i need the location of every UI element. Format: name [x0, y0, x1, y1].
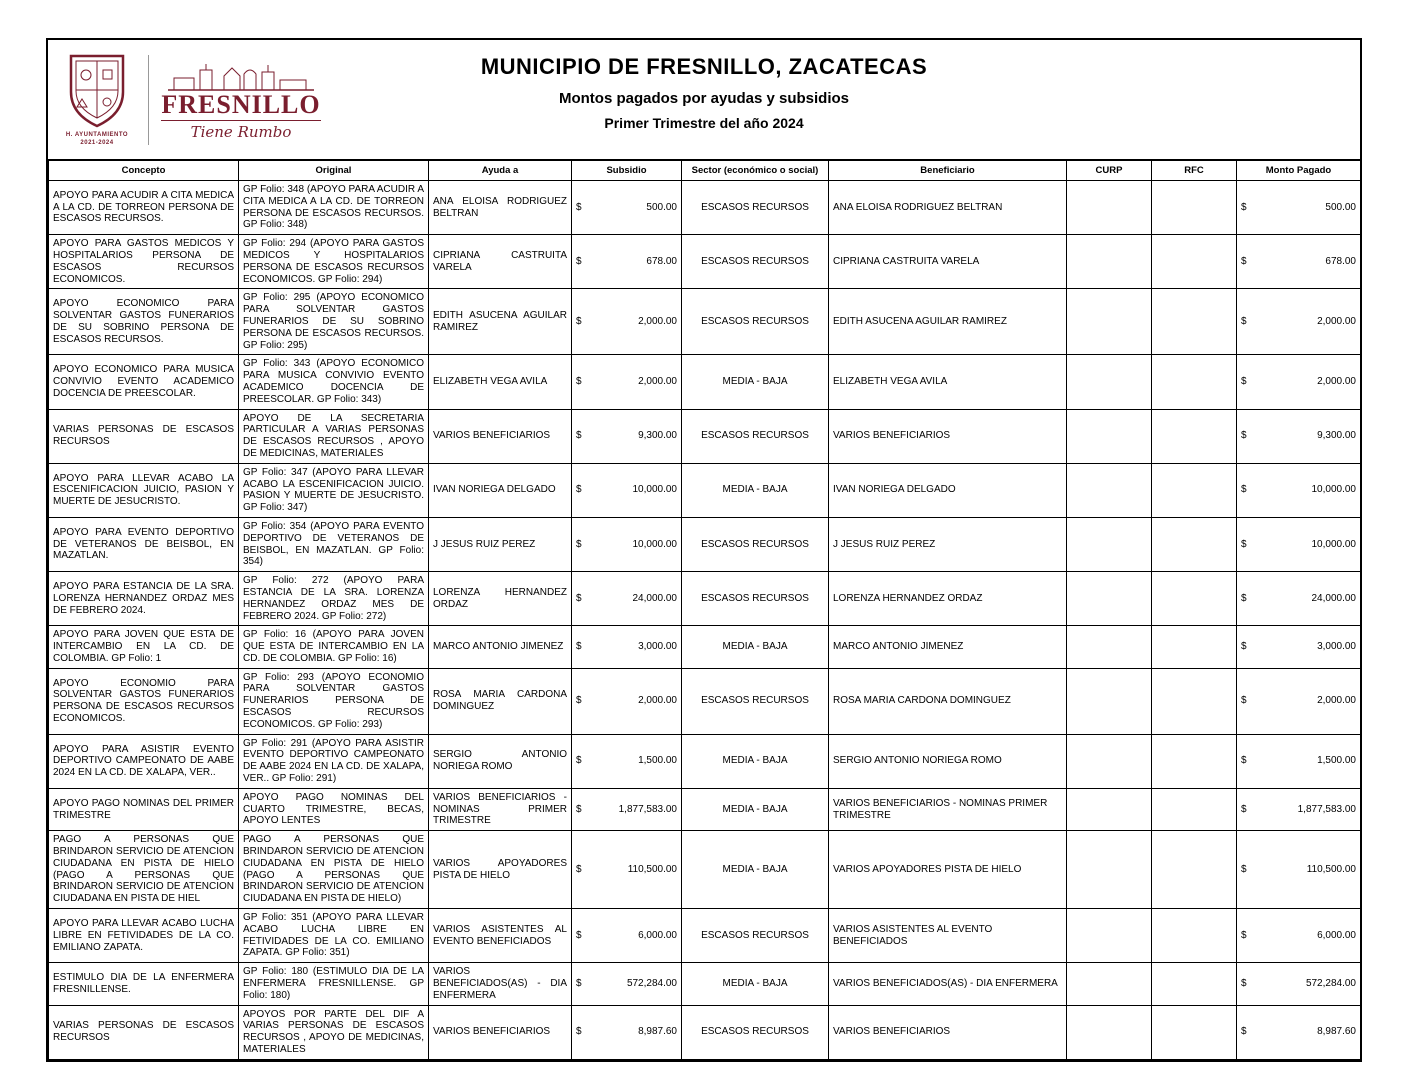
- cell-subsidio: [572, 831, 682, 909]
- subsidio-amount: 24,000.00: [632, 592, 677, 604]
- cell-beneficiario: ANA ELOISA RODRIGUEZ BELTRAN: [829, 181, 1067, 235]
- cell-rfc: [1152, 963, 1237, 1005]
- cell-sector: MEDIA - BAJA: [682, 734, 829, 788]
- fresnillo-tagline: Tiene Rumbo: [190, 122, 292, 141]
- currency-symbol: $: [576, 641, 582, 653]
- cell-beneficiario: VARIOS BENEFICIARIOS: [829, 1005, 1067, 1059]
- table-row: [49, 1005, 1361, 1059]
- currency-symbol: $: [1241, 376, 1247, 388]
- cell-beneficiario: J JESUS RUIZ PEREZ: [829, 517, 1067, 571]
- fresnillo-building-icon: [166, 60, 316, 92]
- col-header-subsidio: Subsidio: [572, 161, 682, 181]
- cell-original: GP Folio: 272 (APOYO PARA ESTANCIA DE LA SRA. LORENZA HERNANDEZ ORDAZ MES DE FEBRERO 2024. GP Folio: 272): [239, 572, 429, 626]
- cell-rfc: [1152, 517, 1237, 571]
- monto-amount: 572,284.00: [1305, 978, 1356, 990]
- cell-sector: ESCASOS RECURSOS: [682, 909, 829, 963]
- cell-concepto: APOYO PAGO NOMINAS DEL PRIMER TRIMESTRE: [49, 788, 239, 830]
- cell-subsidio: [572, 734, 682, 788]
- monto-amount: 500.00: [1325, 201, 1356, 213]
- cell-monto-pagado: [1237, 963, 1361, 1005]
- cell-monto-pagado: [1237, 409, 1361, 463]
- monto-amount: 8,987.60: [1317, 1026, 1356, 1038]
- monto-amount: 3,000.00: [1317, 641, 1356, 653]
- monto-amount: 2,000.00: [1317, 315, 1356, 327]
- cell-subsidio: [572, 355, 682, 409]
- cell-original: GP Folio: 343 (APOYO ECONOMICO PARA MUSICA CONVIVIO EVENTO ACADEMICO DOCENCIA DE PREESCOLAR. GP Folio: 343): [239, 355, 429, 409]
- currency-symbol: $: [576, 255, 582, 267]
- cell-ayuda-a: ELIZABETH VEGA AVILA: [429, 355, 572, 409]
- cell-beneficiario: MARCO ANTONIO JIMENEZ: [829, 626, 1067, 668]
- cell-beneficiario: VARIOS ASISTENTES AL EVENTO BENEFICIADOS: [829, 909, 1067, 963]
- currency-symbol: $: [576, 929, 582, 941]
- currency-symbol: $: [576, 376, 582, 388]
- monto-amount: 24,000.00: [1311, 592, 1356, 604]
- cell-beneficiario: SERGIO ANTONIO NORIEGA ROMO: [829, 734, 1067, 788]
- cell-sector: MEDIA - BAJA: [682, 963, 829, 1005]
- municipal-crest: [58, 52, 136, 148]
- subsidio-amount: 500.00: [646, 201, 677, 213]
- currency-symbol: $: [1241, 641, 1247, 653]
- cell-original: APOYO PAGO NOMINAS DEL CUARTO TRIMESTRE, BECAS, APOYO LENTES: [239, 788, 429, 830]
- cell-concepto: PAGO A PERSONAS QUE BRINDARON SERVICIO DE ATENCION CIUDADANA EN PISTA DE HIELO (PAGO A PERSONAS QUE BRINDARON SERVICIO DE ATENCION CIUDADANA EN PISTA DE HIEL: [49, 831, 239, 909]
- cell-ayuda-a: LORENZA HERNANDEZ ORDAZ: [429, 572, 572, 626]
- cell-subsidio: [572, 463, 682, 517]
- cell-subsidio: [572, 668, 682, 734]
- page-title: MUNICIPIO DE FRESNILLO, ZACATECAS: [480, 54, 928, 79]
- cell-subsidio: [572, 235, 682, 289]
- cell-monto-pagado: [1237, 517, 1361, 571]
- logo-divider: [148, 55, 149, 145]
- payments-table: [48, 160, 1361, 1060]
- currency-symbol: $: [1241, 695, 1247, 707]
- page-period: Primer Trimestre del año 2024: [604, 115, 804, 131]
- col-header-sector: Sector (económico o social): [682, 161, 829, 181]
- table-head: [49, 161, 1361, 181]
- currency-symbol: $: [1241, 863, 1247, 875]
- cell-monto-pagado: [1237, 626, 1361, 668]
- cell-subsidio: [572, 788, 682, 830]
- col-header-beneficiario: Beneficiario: [829, 161, 1067, 181]
- cell-concepto: APOYO PARA ACUDIR A CITA MEDICA A LA CD. DE TORREON PERSONA DE ESCASOS RECURSOS.: [49, 181, 239, 235]
- cell-beneficiario: VARIOS BENEFICIADOS(AS) - DIA ENFERMERA: [829, 963, 1067, 1005]
- cell-subsidio: [572, 409, 682, 463]
- cell-beneficiario: VARIOS BENEFICIARIOS - NOMINAS PRIMER TRIMESTRE: [829, 788, 1067, 830]
- cell-subsidio: [572, 626, 682, 668]
- col-header-monto-pagado: Monto Pagado: [1237, 161, 1361, 181]
- col-header-rfc: RFC: [1152, 161, 1237, 181]
- cell-rfc: [1152, 831, 1237, 909]
- cell-concepto: APOYO ECONOMICO PARA MUSICA CONVIVIO EVENTO ACADEMICO DOCENCIA DE PREESCOLAR.: [49, 355, 239, 409]
- subsidio-amount: 110,500.00: [627, 863, 677, 875]
- cell-monto-pagado: [1237, 831, 1361, 909]
- subsidio-amount: 1,877,583.00: [618, 803, 677, 815]
- col-header-concepto: Concepto: [49, 161, 239, 181]
- cell-curp: [1067, 668, 1152, 734]
- cell-original: GP Folio: 291 (APOYO PARA ASISTIR EVENTO DEPORTIVO CAMPEONATO DE AABE 2024 EN LA CD. DE XALAPA, VER.. GP Folio: 291): [239, 734, 429, 788]
- cell-concepto: APOYO ECONOMIO PARA SOLVENTAR GASTOS FUNERARIOS PERSONA DE ESCASOS RECURSOS ECONOMICOS.: [49, 668, 239, 734]
- cell-sector: MEDIA - BAJA: [682, 626, 829, 668]
- cell-original: GP Folio: 354 (APOYO PARA EVENTO DEPORTIVO DE VETERANOS DE BEISBOL, EN MAZATLAN. GP Folio: 354): [239, 517, 429, 571]
- currency-symbol: $: [576, 978, 582, 990]
- cell-concepto: APOYO ECONOMICO PARA SOLVENTAR GASTOS FUNERARIOS DE SU SOBRINO PERSONA DE ESCASOS RECURSOS.: [49, 289, 239, 355]
- monto-amount: 2,000.00: [1317, 376, 1356, 388]
- cell-concepto: VARIAS PERSONAS DE ESCASOS RECURSOS: [49, 1005, 239, 1059]
- cell-ayuda-a: MARCO ANTONIO JIMENEZ: [429, 626, 572, 668]
- monto-amount: 10,000.00: [1311, 538, 1356, 550]
- cell-rfc: [1152, 409, 1237, 463]
- cell-curp: [1067, 734, 1152, 788]
- cell-sector: MEDIA - BAJA: [682, 788, 829, 830]
- cell-curp: [1067, 788, 1152, 830]
- cell-ayuda-a: IVAN NORIEGA DELGADO: [429, 463, 572, 517]
- monto-amount: 110,500.00: [1306, 863, 1356, 875]
- crest-caption-line2: 2021-2024: [80, 140, 114, 146]
- monto-amount: 1,500.00: [1317, 755, 1356, 767]
- cell-original: PAGO A PERSONAS QUE BRINDARON SERVICIO DE ATENCION CIUDADANA EN PISTA DE HIELO (PAGO A PERSONAS QUE BRINDARON SERVICIO DE ATENCION CIUDADANA EN PISTA DE HIELO): [239, 831, 429, 909]
- fresnillo-logo: [161, 60, 321, 141]
- table-row: [49, 181, 1361, 235]
- monto-amount: 2,000.00: [1317, 695, 1356, 707]
- cell-rfc: [1152, 734, 1237, 788]
- table-row: [49, 463, 1361, 517]
- table-row: [49, 626, 1361, 668]
- table-row: [49, 831, 1361, 909]
- cell-rfc: [1152, 668, 1237, 734]
- cell-monto-pagado: [1237, 235, 1361, 289]
- subsidio-amount: 2,000.00: [638, 695, 677, 707]
- cell-curp: [1067, 517, 1152, 571]
- cell-beneficiario: EDITH ASUCENA AGUILAR RAMIREZ: [829, 289, 1067, 355]
- cell-original: GP Folio: 293 (APOYO ECONOMIO PARA SOLVENTAR GASTOS FUNERARIOS PERSONA DE ESCASOS RECURSOS ECONOMICOS. GP Folio: 293): [239, 668, 429, 734]
- currency-symbol: $: [1241, 315, 1247, 327]
- page-subtitle: Montos pagados por ayudas y subsidios: [558, 90, 850, 107]
- cell-beneficiario: IVAN NORIEGA DELGADO: [829, 463, 1067, 517]
- currency-symbol: $: [1241, 430, 1247, 442]
- currency-symbol: $: [576, 430, 582, 442]
- cell-concepto: APOYO PARA LLEVAR ACABO LUCHA LIBRE EN FETIVIDADES DE LA CO. EMILIANO ZAPATA.: [49, 909, 239, 963]
- table-row: [49, 963, 1361, 1005]
- cell-curp: [1067, 235, 1152, 289]
- cell-original: GP Folio: 16 (APOYO PARA JOVEN QUE ESTA DE INTERCAMBIO EN LA CD. DE COLOMBIA. GP Folio: 16): [239, 626, 429, 668]
- currency-symbol: $: [576, 592, 582, 604]
- cell-concepto: APOYO PARA ESTANCIA DE LA SRA. LORENZA HERNANDEZ ORDAZ MES DE FEBRERO 2024.: [49, 572, 239, 626]
- cell-beneficiario: ROSA MARIA CARDONA DOMINGUEZ: [829, 668, 1067, 734]
- currency-symbol: $: [1241, 201, 1247, 213]
- cell-subsidio: [572, 572, 682, 626]
- cell-beneficiario: ELIZABETH VEGA AVILA: [829, 355, 1067, 409]
- cell-concepto: APOYO PARA ASISTIR EVENTO DEPORTIVO CAMPEONATO DE AABE 2024 EN LA CD. DE XALAPA, VER..: [49, 734, 239, 788]
- header-row: [49, 161, 1361, 181]
- cell-beneficiario: VARIOS BENEFICIARIOS: [829, 409, 1067, 463]
- cell-concepto: APOYO PARA GASTOS MEDICOS Y HOSPITALARIOS PERSONA DE ESCASOS RECURSOS ECONOMICOS.: [49, 235, 239, 289]
- report-header: [48, 40, 1360, 160]
- table-row: [49, 355, 1361, 409]
- cell-ayuda-a: VARIOS BENEFICIADOS(AS) - DIA ENFERMERA: [429, 963, 572, 1005]
- cell-original: GP Folio: 295 (APOYO ECONOMICO PARA SOLVENTAR GASTOS FUNERARIOS DE SU SOBRINO PERSONA DE ESCASOS RECURSOS. GP Folio: 295): [239, 289, 429, 355]
- cell-sector: ESCASOS RECURSOS: [682, 409, 829, 463]
- cell-monto-pagado: [1237, 572, 1361, 626]
- cell-sector: ESCASOS RECURSOS: [682, 1005, 829, 1059]
- cell-monto-pagado: [1237, 788, 1361, 830]
- cell-monto-pagado: [1237, 463, 1361, 517]
- table-row: [49, 734, 1361, 788]
- cell-monto-pagado: [1237, 668, 1361, 734]
- logo-group: [58, 46, 321, 154]
- cell-rfc: [1152, 289, 1237, 355]
- cell-concepto: APOYO PARA EVENTO DEPORTIVO DE VETERANOS DE BEISBOL, EN MAZATLAN.: [49, 517, 239, 571]
- cell-curp: [1067, 1005, 1152, 1059]
- cell-beneficiario: CIPRIANA CASTRUITA VARELA: [829, 235, 1067, 289]
- subsidio-amount: 10,000.00: [632, 484, 677, 496]
- currency-symbol: $: [1241, 538, 1247, 550]
- cell-sector: ESCASOS RECURSOS: [682, 668, 829, 734]
- cell-ayuda-a: VARIOS BENEFICIARIOS: [429, 409, 572, 463]
- cell-sector: ESCASOS RECURSOS: [682, 517, 829, 571]
- subsidio-amount: 9,300.00: [638, 430, 677, 442]
- cell-sector: MEDIA - BAJA: [682, 463, 829, 517]
- cell-curp: [1067, 355, 1152, 409]
- currency-symbol: $: [576, 484, 582, 496]
- subsidio-amount: 678.00: [646, 255, 677, 267]
- cell-rfc: [1152, 909, 1237, 963]
- table-row: [49, 909, 1361, 963]
- currency-symbol: $: [1241, 484, 1247, 496]
- cell-curp: [1067, 181, 1152, 235]
- subsidio-amount: 3,000.00: [638, 641, 677, 653]
- cell-subsidio: [572, 517, 682, 571]
- currency-symbol: $: [576, 755, 582, 767]
- cell-concepto: VARIAS PERSONAS DE ESCASOS RECURSOS: [49, 409, 239, 463]
- currency-symbol: $: [1241, 755, 1247, 767]
- cell-rfc: [1152, 626, 1237, 668]
- cell-curp: [1067, 409, 1152, 463]
- cell-sector: ESCASOS RECURSOS: [682, 572, 829, 626]
- report-frame: [46, 38, 1362, 1062]
- monto-amount: 678.00: [1325, 255, 1356, 267]
- currency-symbol: $: [576, 201, 582, 213]
- currency-symbol: $: [576, 695, 582, 707]
- cell-monto-pagado: [1237, 734, 1361, 788]
- currency-symbol: $: [1241, 929, 1247, 941]
- cell-curp: [1067, 963, 1152, 1005]
- cell-ayuda-a: J JESUS RUIZ PEREZ: [429, 517, 572, 571]
- cell-ayuda-a: VARIOS ASISTENTES AL EVENTO BENEFICIADOS: [429, 909, 572, 963]
- cell-original: GP Folio: 348 (APOYO PARA ACUDIR A CITA MEDICA A LA CD. DE TORREON PERSONA DE ESCASOS RECURSOS. GP Folio: 348): [239, 181, 429, 235]
- cell-curp: [1067, 626, 1152, 668]
- cell-curp: [1067, 463, 1152, 517]
- cell-rfc: [1152, 235, 1237, 289]
- cell-sector: ESCASOS RECURSOS: [682, 289, 829, 355]
- table-row: [49, 409, 1361, 463]
- monto-amount: 1,877,583.00: [1297, 803, 1356, 815]
- cell-curp: [1067, 909, 1152, 963]
- cell-ayuda-a: VARIOS BENEFICIARIOS: [429, 1005, 572, 1059]
- subsidio-amount: 2,000.00: [638, 315, 677, 327]
- col-header-original: Original: [239, 161, 429, 181]
- subsidio-amount: 2,000.00: [638, 376, 677, 388]
- subsidio-amount: 1,500.00: [638, 755, 677, 767]
- cell-sector: ESCASOS RECURSOS: [682, 181, 829, 235]
- cell-monto-pagado: [1237, 181, 1361, 235]
- cell-original: GP Folio: 351 (APOYO PARA LLEVAR ACABO LUCHA LIBRE EN FETIVIDADES DE LA CO. EMILIANO ZAPATA. GP Folio: 351): [239, 909, 429, 963]
- cell-original: GP Folio: 180 (ESTIMULO DIA DE LA ENFERMERA FRESNILLENSE. GP Folio: 180): [239, 963, 429, 1005]
- table-row: [49, 788, 1361, 830]
- cell-original: APOYOS POR PARTE DEL DIF A VARIAS PERSONAS DE ESCASOS RECURSOS , APOYO DE MEDICINAS, MATERIALES: [239, 1005, 429, 1059]
- subsidio-amount: 6,000.00: [638, 929, 677, 941]
- monto-amount: 6,000.00: [1317, 929, 1356, 941]
- table-row: [49, 235, 1361, 289]
- cell-ayuda-a: VARIOS BENEFICIARIOS - NOMINAS PRIMER TRIMESTRE: [429, 788, 572, 830]
- coat-of-arms-icon: [65, 52, 129, 132]
- monto-amount: 10,000.00: [1311, 484, 1356, 496]
- currency-symbol: $: [1241, 803, 1247, 815]
- table-body: [49, 181, 1361, 1060]
- cell-monto-pagado: [1237, 909, 1361, 963]
- cell-subsidio: [572, 181, 682, 235]
- cell-monto-pagado: [1237, 1005, 1361, 1059]
- cell-subsidio: [572, 909, 682, 963]
- currency-symbol: $: [576, 315, 582, 327]
- cell-original: GP Folio: 347 (APOYO PARA LLEVAR ACABO LA ESCENIFICACION JUICIO. PASION Y MUERTE DE JESUCRISTO. GP Folio: 347): [239, 463, 429, 517]
- cell-sector: ESCASOS RECURSOS: [682, 235, 829, 289]
- cell-ayuda-a: CIPRIANA CASTRUITA VARELA: [429, 235, 572, 289]
- cell-original: GP Folio: 294 (APOYO PARA GASTOS MEDICOS Y HOSPITALARIOS PERSONA DE ESCASOS RECURSOS ECONOMICOS. GP Folio: 294): [239, 235, 429, 289]
- currency-symbol: $: [576, 1026, 582, 1038]
- cell-beneficiario: VARIOS APOYADORES PISTA DE HIELO: [829, 831, 1067, 909]
- currency-symbol: $: [1241, 978, 1247, 990]
- table-row: [49, 572, 1361, 626]
- subsidio-amount: 10,000.00: [632, 538, 677, 550]
- cell-subsidio: [572, 1005, 682, 1059]
- currency-symbol: $: [576, 538, 582, 550]
- cell-concepto: APOYO PARA LLEVAR ACABO LA ESCENIFICACION JUICIO, PASION Y MUERTE DE JESUCRISTO.: [49, 463, 239, 517]
- col-header-curp: CURP: [1067, 161, 1152, 181]
- cell-ayuda-a: ROSA MARIA CARDONA DOMINGUEZ: [429, 668, 572, 734]
- currency-symbol: $: [1241, 255, 1247, 267]
- cell-ayuda-a: SERGIO ANTONIO NORIEGA ROMO: [429, 734, 572, 788]
- currency-symbol: $: [576, 863, 582, 875]
- table-row: [49, 668, 1361, 734]
- currency-symbol: $: [1241, 592, 1247, 604]
- crest-caption-line1: H. AYUNTAMIENTO: [65, 132, 129, 139]
- subsidio-amount: 572,284.00: [626, 978, 677, 990]
- cell-curp: [1067, 289, 1152, 355]
- cell-original: APOYO DE LA SECRETARIA PARTICULAR A VARIAS PERSONAS DE ESCASOS RECURSOS , APOYO DE MEDICINAS, MATERIALES: [239, 409, 429, 463]
- col-header-ayuda-a: Ayuda a: [429, 161, 572, 181]
- cell-rfc: [1152, 572, 1237, 626]
- cell-ayuda-a: VARIOS APOYADORES PISTA DE HIELO: [429, 831, 572, 909]
- cell-monto-pagado: [1237, 355, 1361, 409]
- cell-beneficiario: LORENZA HERNANDEZ ORDAZ: [829, 572, 1067, 626]
- cell-rfc: [1152, 1005, 1237, 1059]
- fresnillo-wordmark: FRESNILLO: [161, 89, 321, 119]
- table-row: [49, 289, 1361, 355]
- cell-subsidio: [572, 963, 682, 1005]
- cell-rfc: [1152, 463, 1237, 517]
- cell-sector: MEDIA - BAJA: [682, 831, 829, 909]
- currency-symbol: $: [1241, 1026, 1247, 1038]
- cell-concepto: ESTIMULO DIA DE LA ENFERMERA FRESNILLENSE.: [49, 963, 239, 1005]
- cell-sector: MEDIA - BAJA: [682, 355, 829, 409]
- cell-curp: [1067, 831, 1152, 909]
- cell-ayuda-a: ANA ELOISA RODRIGUEZ BELTRAN: [429, 181, 572, 235]
- cell-rfc: [1152, 788, 1237, 830]
- table-row: [49, 517, 1361, 571]
- currency-symbol: $: [576, 803, 582, 815]
- cell-subsidio: [572, 289, 682, 355]
- cell-curp: [1067, 572, 1152, 626]
- cell-concepto: APOYO PARA JOVEN QUE ESTA DE INTERCAMBIO EN LA CD. DE COLOMBIA. GP Folio: 1: [49, 626, 239, 668]
- cell-ayuda-a: EDITH ASUCENA AGUILAR RAMIREZ: [429, 289, 572, 355]
- cell-rfc: [1152, 355, 1237, 409]
- subsidio-amount: 8,987.60: [638, 1026, 677, 1038]
- monto-amount: 9,300.00: [1317, 430, 1356, 442]
- cell-monto-pagado: [1237, 289, 1361, 355]
- cell-rfc: [1152, 181, 1237, 235]
